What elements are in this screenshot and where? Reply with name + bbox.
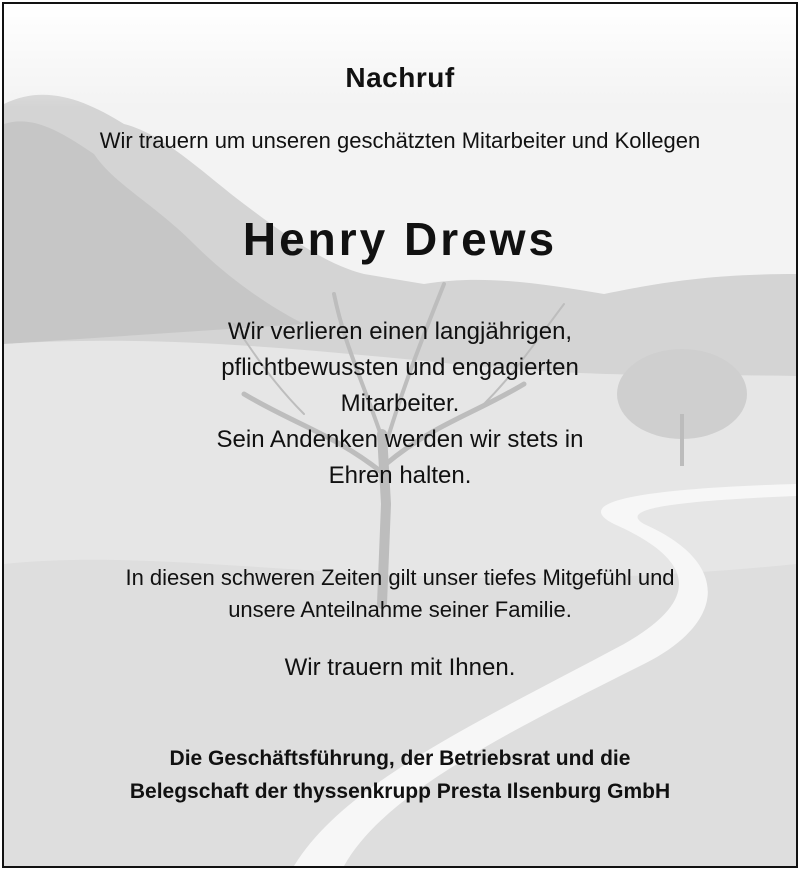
notice-subtitle: Wir trauern um unseren geschätzten Mitarbeiter und Kollegen — [99, 128, 701, 153]
deceased-name: Henry Drews — [242, 213, 558, 265]
condolence-line: In diesen schweren Zeiten gilt unser tiefes Mitgefühl und — [125, 565, 675, 590]
tribute-line: Mitarbeiter. — [340, 390, 460, 417]
tribute-line: Ehren halten. — [328, 462, 472, 489]
tribute-line: Wir verlieren einen langjährigen, — [227, 318, 573, 345]
signature-block — [4, 742, 796, 808]
signature-line: Belegschaft der thyssenkrupp Presta Ilsenburg GmbH — [129, 780, 671, 803]
obituary-frame — [2, 2, 798, 868]
obituary-text — [4, 4, 796, 866]
condolence-paragraph — [4, 562, 796, 626]
tribute-line: Sein Andenken werden wir stets in — [216, 426, 584, 453]
notice-title: Nachruf — [345, 62, 455, 93]
tribute-paragraph — [4, 314, 796, 494]
signature-line: Die Geschäftsführung, der Betriebsrat und die — [169, 747, 631, 770]
closing-line: Wir trauern mit Ihnen. — [284, 654, 516, 681]
condolence-line: unsere Anteilnahme seiner Familie. — [228, 597, 572, 622]
tribute-line: pflichtbewussten und engagierten — [221, 354, 579, 381]
